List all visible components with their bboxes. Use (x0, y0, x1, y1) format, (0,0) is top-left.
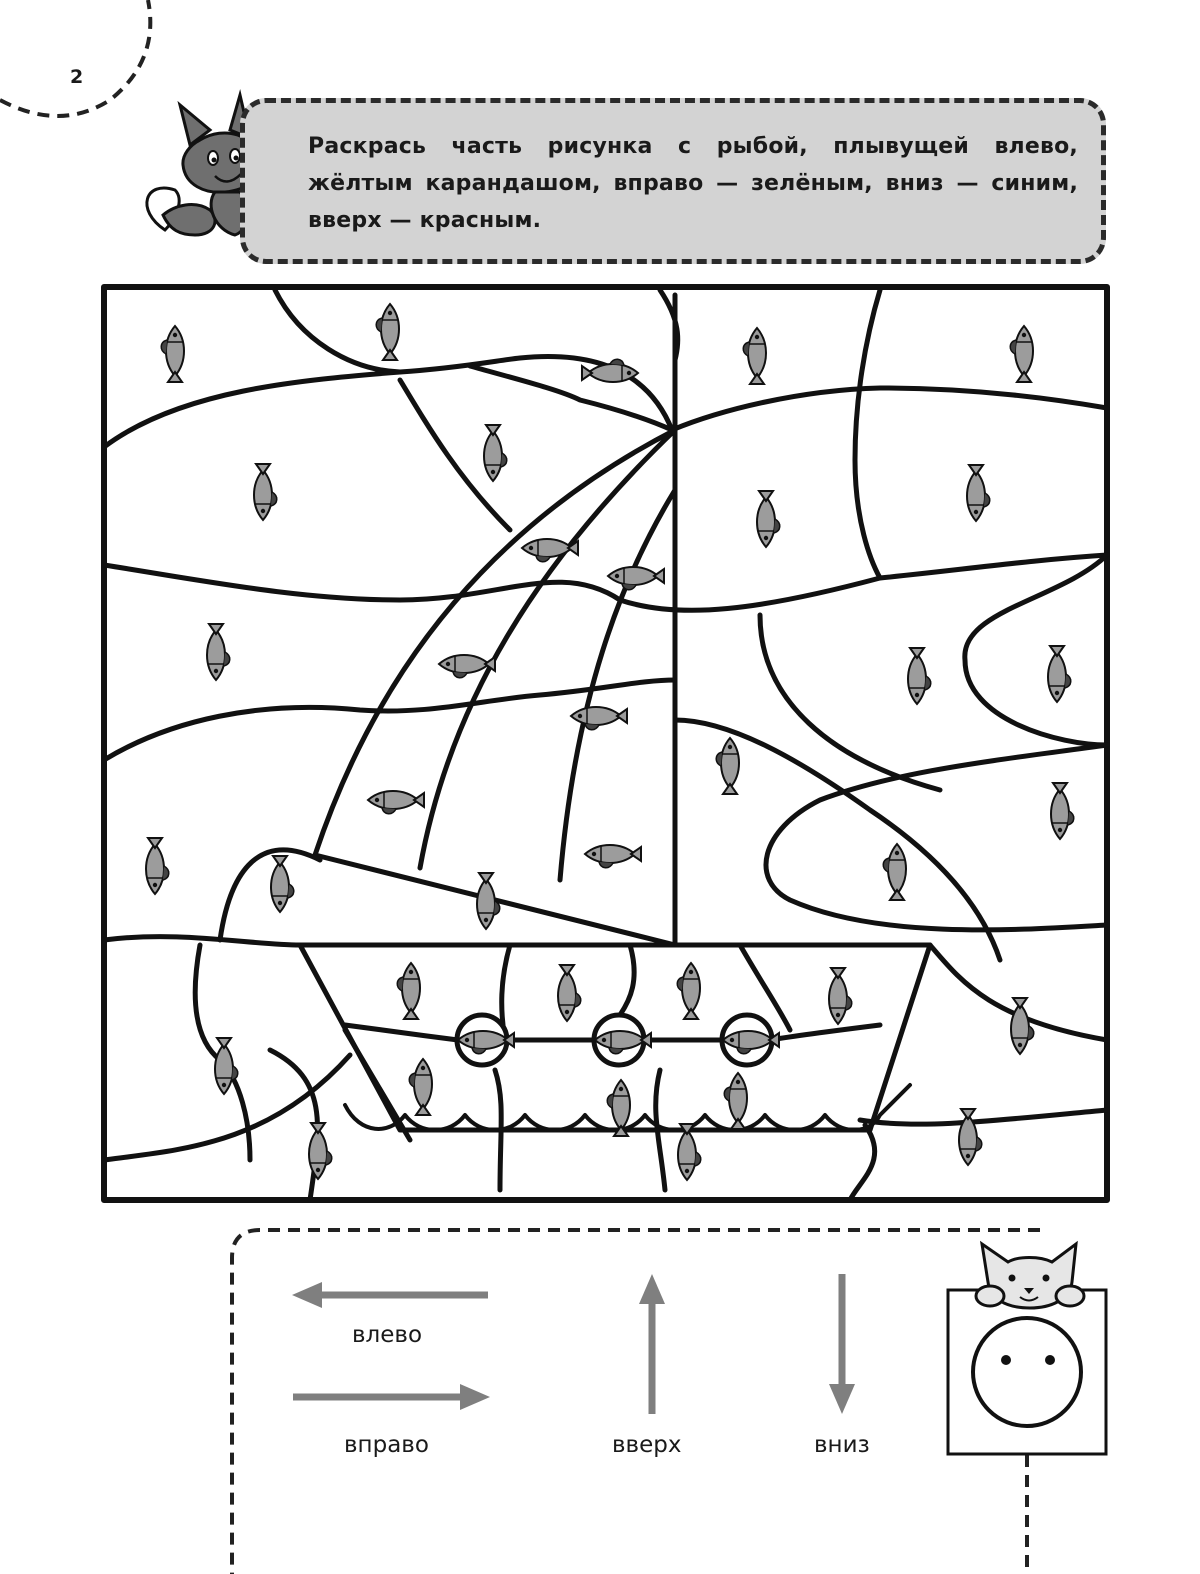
fish-icon (967, 465, 990, 521)
fish-icon (908, 648, 931, 704)
instruction-text: Раскрась часть рисунка с рыбой, плывущей влево, жёлтым карандашом, вправо — зелёным, вниз — синим, вверх — красным. (308, 134, 1078, 233)
fish-icon (677, 963, 700, 1019)
fish-icon (1051, 783, 1074, 839)
fish-icon (1048, 646, 1071, 702)
fish-icon (959, 1109, 982, 1165)
fish-icon (477, 873, 500, 929)
page-corner-arc (0, 0, 150, 116)
legend-box (232, 1230, 1040, 1574)
fish-icon (724, 1073, 747, 1129)
fish-icon (146, 838, 169, 894)
legend-label-down: вниз (814, 1432, 870, 1458)
fish-icon (409, 1059, 432, 1115)
fish-icon (883, 844, 906, 900)
fish-icon (743, 328, 766, 384)
fish-icon (207, 624, 230, 680)
puzzle-area (104, 287, 1107, 1200)
fish-icon (254, 464, 277, 520)
fish-icon (829, 968, 852, 1024)
page-number: 2 (70, 66, 84, 88)
fish-icon (397, 963, 420, 1019)
fish-icon (376, 304, 399, 360)
fish-icon (161, 326, 184, 382)
fish-icon (1010, 326, 1033, 382)
legend-label-up: вверх (612, 1432, 682, 1458)
legend-label-right: вправо (344, 1432, 429, 1458)
fish-icon (368, 791, 424, 814)
fish-icon (484, 425, 507, 481)
fish-icon (271, 856, 294, 912)
fish-icon (608, 567, 664, 590)
fish-icon (1011, 998, 1034, 1054)
puzzle-fish-group (146, 304, 1074, 1180)
fish-icon (585, 845, 641, 868)
fish-icon (716, 738, 739, 794)
fish-icon (558, 965, 581, 1021)
legend-label-left: влево (352, 1322, 423, 1348)
fish-icon (757, 491, 780, 547)
cat-mascot-icon (948, 1244, 1106, 1454)
fish-icon (309, 1123, 332, 1179)
fish-icon (571, 707, 627, 730)
